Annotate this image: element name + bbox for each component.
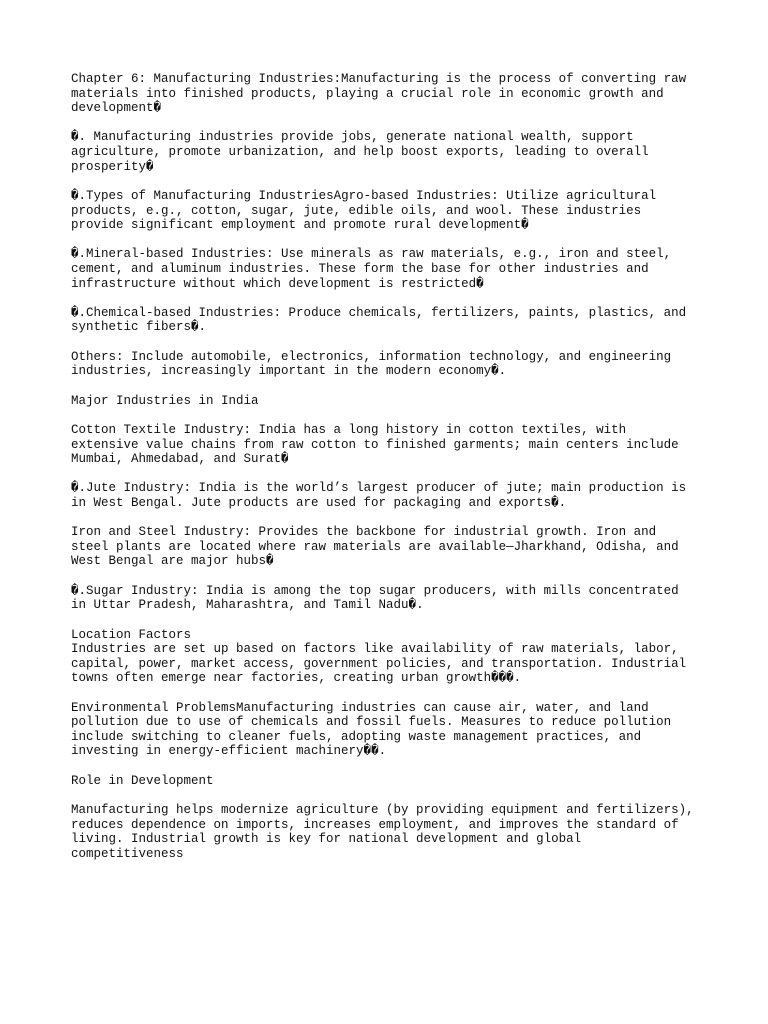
paragraph-role-in-development: Manufacturing helps modernize agriculture (by providing equipment and fertilizers), reduces dependence on imports, increases employment, and improves the standard of living. Industrial growth is key for national development and global competitiveness (71, 803, 694, 861)
document-page (71, 72, 711, 876)
paragraph-iron-steel: Iron and Steel Industry: Provides the backbone for industrial growth. Iron and steel plants are located where raw materials are available—Jharkhand, Odisha, and West Bengal are major hubs� (71, 525, 679, 569)
heading-location-factors: Location Factors (71, 627, 192, 642)
paragraph-importance: �. Manufacturing industries provide jobs, generate national wealth, support agriculture, promote urbanization, and help boost exports, leading to overall prosperity� (71, 130, 649, 174)
paragraph-mineral-based: �.Mineral-based Industries: Use minerals as raw materials, e.g., iron and steel, cement, and aluminum industries. These form the base for other industries and infrastructure without which development is restricted� (71, 247, 672, 291)
heading-role-in-development: Role in Development (71, 773, 214, 788)
paragraph-chapter-intro: Chapter 6: Manufacturing Industries:Manufacturing is the process of converting raw materials into finished products, playing a crucial role in economic growth and development� (71, 72, 687, 116)
paragraph-cotton-textile: Cotton Textile Industry: India has a long history in cotton textiles, with extensive value chains from raw cotton to finished garments; main centers include Mumbai, Ahmedabad, and Surat� (71, 422, 679, 467)
paragraph-agro-based: �.Types of Manufacturing IndustriesAgro-based Industries: Utilize agricultural products, e.g., cotton, sugar, jute, edible oils, and wool. These industries provide significant employment and promote rural development� (71, 188, 657, 233)
paragraph-jute: �.Jute Industry: India is the world’s largest producer of jute; main production is in West Bengal. Jute products are used for packaging and exports�. (71, 481, 687, 510)
paragraph-others: Others: Include automobile, electronics, information technology, and engineering industries, increasingly important in the modern economy�. (71, 349, 672, 379)
paragraph-chemical-based: �.Chemical-based Industries: Produce chemicals, fertilizers, paints, plastics, and synthetic fibers�. (71, 305, 687, 335)
paragraph-sugar: �.Sugar Industry: India is among the top sugar producers, with mills concentrated in Uttar Pradesh, Maharashtra, and Tamil Nadu�. (71, 583, 679, 613)
heading-major-industries: Major Industries in India (71, 393, 259, 408)
paragraph-location-factors: Industries are set up based on factors like availability of raw materials, labor, capital, power, market access, government policies, and transportation. Industrial towns often emerge near factories, creating urban growth���. (71, 642, 687, 686)
paragraph-environmental-problems: Environmental ProblemsManufacturing industries can cause air, water, and land pollution due to use of chemicals and fossil fuels. Measures to reduce pollution include switching to cleaner fuels, adopting waste management practices, and investing in energy-efficient machinery��. (71, 700, 672, 759)
